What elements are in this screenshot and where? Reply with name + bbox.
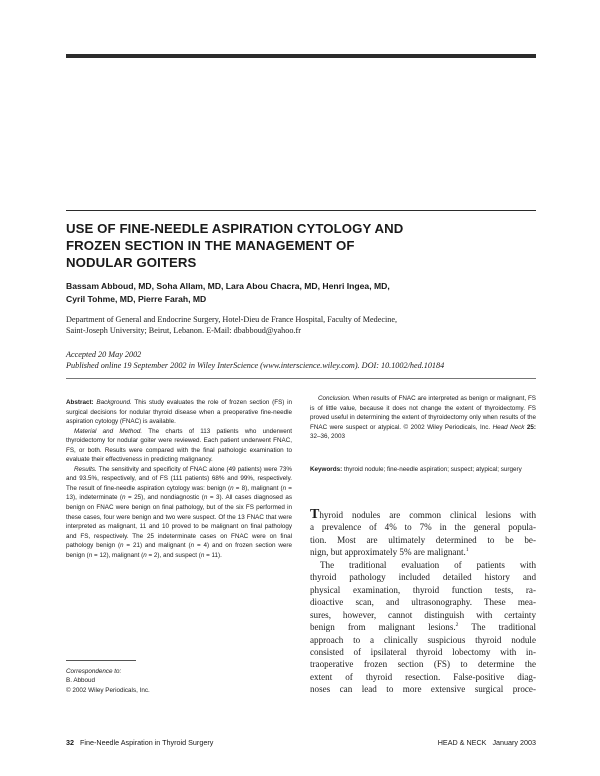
results-text: = 2), and suspect ( [146,551,201,559]
correspondence [66,667,292,685]
body-text [310,509,536,696]
n-symbol: n [120,542,124,550]
footnote-rule [66,660,136,661]
correspondence-label: Correspondence to: [66,668,122,675]
volume: 25: [526,423,537,431]
body-line: sures, however, cannot distinguish with certainty [310,609,536,620]
accepted-date: Accepted 20 May 2002 [66,350,142,359]
methods-label: Material and Method. [74,427,143,435]
methods-text: The charts of 113 patients who underwent thyroidectomy for nodular goiter were reviewed. Each patient underwent FNAC, FS, or both. Results were compared with the final pathologic examination to evaluate their effectiveness in predicting malignancy. [66,427,293,464]
correspondence-line [66,667,292,685]
abstract-background [66,398,292,427]
results-text: = 11). [204,551,222,559]
results-text: = 21) and malignant ( [123,542,191,550]
background-label: Background. [96,399,132,406]
body-line-text: hyroid nodules are common clinical lesions with [319,510,536,520]
title-line: USE OF FINE-NEEDLE ASPIRATION CYTOLOGY AND [66,221,404,236]
journal-issue [438,738,536,748]
body-line: traoperative frozen section (FS) to determine the [310,659,536,670]
citation-2: 2 [455,622,459,629]
journal-name: HEAD & NECK [437,738,487,747]
body-line [310,546,536,558]
abstract-label: Abstract: [66,399,94,406]
n-symbol: n [88,551,93,559]
conclusion-text: When results of FNAC are interpreted as benign or malignant, FS is of little value, because it does not change the extent of thyroidectomy. FS proved useful in determining the extent of thyroidectomy only when results of the FNAC were suspect or atypical. © 2002 Wiley Periodicals, Inc. [310,395,536,431]
abstract-methods [66,427,292,465]
pages: 32–36, 2003 [310,433,346,441]
results-text: The sensitivity and specificity of FNAC alone (49 patients) were 73% and 93.5%, respectively, and of FS (111 patients) 68% and 99%, respectively. The result of fine-needle aspiration cytology was: benign ( [66,465,292,492]
body-line [310,621,536,633]
n-symbol: n [203,494,208,502]
page-number: 32 [66,738,74,747]
results-text: = 4) and on frozen section were benign ( [66,542,292,559]
title-line: NODULAR GOITERS [66,255,197,270]
n-symbol: n [143,551,147,559]
body-line: approach to a clinically suspicious thyroid nodule [310,634,536,645]
body-line: thyroid pathology included detailed history and [310,572,536,583]
separator-rule [66,378,536,379]
author-list [66,280,536,306]
body-line: noses can lead to more extensive surgical proce- [310,684,536,695]
keywords-text: thyroid nodule; fine-needle aspiration; suspect; atypical; surgery [343,466,522,473]
affiliation-line: Saint-Joseph University; Beirut, Lebanon. E-Mail: dbabboud@yahoo.fr [66,326,301,335]
copyright: © 2002 Wiley Periodicals, Inc. [66,687,150,694]
abstract-results [66,465,292,560]
n-symbol: n [230,484,234,492]
author-line: Bassam Abboud, MD, Soha Allam, MD, Lara Abou Chacra, MD, Henri Ingea, MD, [66,281,390,291]
drop-cap: T [310,507,320,522]
correspondence-name: B. Abboud [66,677,96,684]
body-line: a prevalence of 4% to 7% in the general popula- [310,522,536,533]
body-line-text: benign from malignant lesions. [310,622,456,633]
abstract-block [66,398,292,560]
keywords [310,465,536,475]
body-line: consisted of ipsilateral thyroid lobectomy with in- [310,646,536,657]
publication-dates [66,349,536,371]
body-line: physical examination, thyroid function tests, ra- [310,584,536,595]
results-label: Results. [74,465,97,473]
issue-date: January 2003 [492,738,536,747]
affiliation-line: Department of General and Endocrine Surgery, Hotel-Dieu de France Hospital, Faculty of Medecine, [66,315,398,324]
n-symbol: n [122,494,126,502]
affiliation [66,314,536,336]
conclusion-label: Conclusion. [318,395,351,402]
article-title [66,220,536,271]
results-text: = 8), malignant ( [233,484,283,492]
body-line-text: The traditional evaluation of patients with [320,559,536,570]
abstract-conclusion [310,394,536,442]
published-online: Published online 19 September 2002 in Wiley InterScience (www.interscience.wiley.com). DOI: 10.1002/hed.10184 [66,361,445,370]
page-footer [66,738,536,748]
body-line-text: The traditional [458,622,536,633]
body-line [310,509,536,521]
body-line-text: nign, but approximately 5% are malignant. [310,547,466,558]
keywords-label: Keywords: [310,466,343,473]
citation-1: 1 [465,547,469,554]
running-title: Fine-Needle Aspiration in Thyroid Surgery [80,738,214,747]
top-rule [66,54,536,58]
body-line: extent of thyroid resection. False-positive diag- [310,671,536,682]
results-text: = 13), indeterminate ( [66,484,292,502]
author-line: Cyril Tohme, MD, Pierre Farah, MD [66,294,207,304]
journal-reference: Head Neck [492,423,525,431]
results-text: = 3). All cases diagnosed as benign on FNAC were benign on final pathology, but of the six FS performed in these cases, four were benign and two were suspect. Of the 13 FNAC that were interpreted as malignant, 11 and 10 proved to be malignant on final pathology and FS, respectively. The 25 indeterminate cases on FNAC were on final pathology benign ( [66,494,292,550]
n-symbol: n [190,542,195,550]
results-text: = 12), malignant ( [92,551,144,559]
n-symbol: n [200,551,205,559]
title-rule [66,210,536,211]
results-text: = 25), and nondiagnostic ( [125,494,204,502]
body-line [310,559,536,571]
body-line: tion. Most are ultimately determined to be be- [310,534,536,545]
body-line: dioactive scan, and ultrasonography. These mea- [310,597,536,608]
n-symbol: n [282,484,287,492]
background-text: This study evaluates the role of frozen section (FS) in surgical decisions for nodular thyroid disease when a preoperative fine-needle aspiration cytology (FNAC) is available. [66,399,293,426]
title-line: FROZEN SECTION IN THE MANAGEMENT OF [66,238,355,253]
